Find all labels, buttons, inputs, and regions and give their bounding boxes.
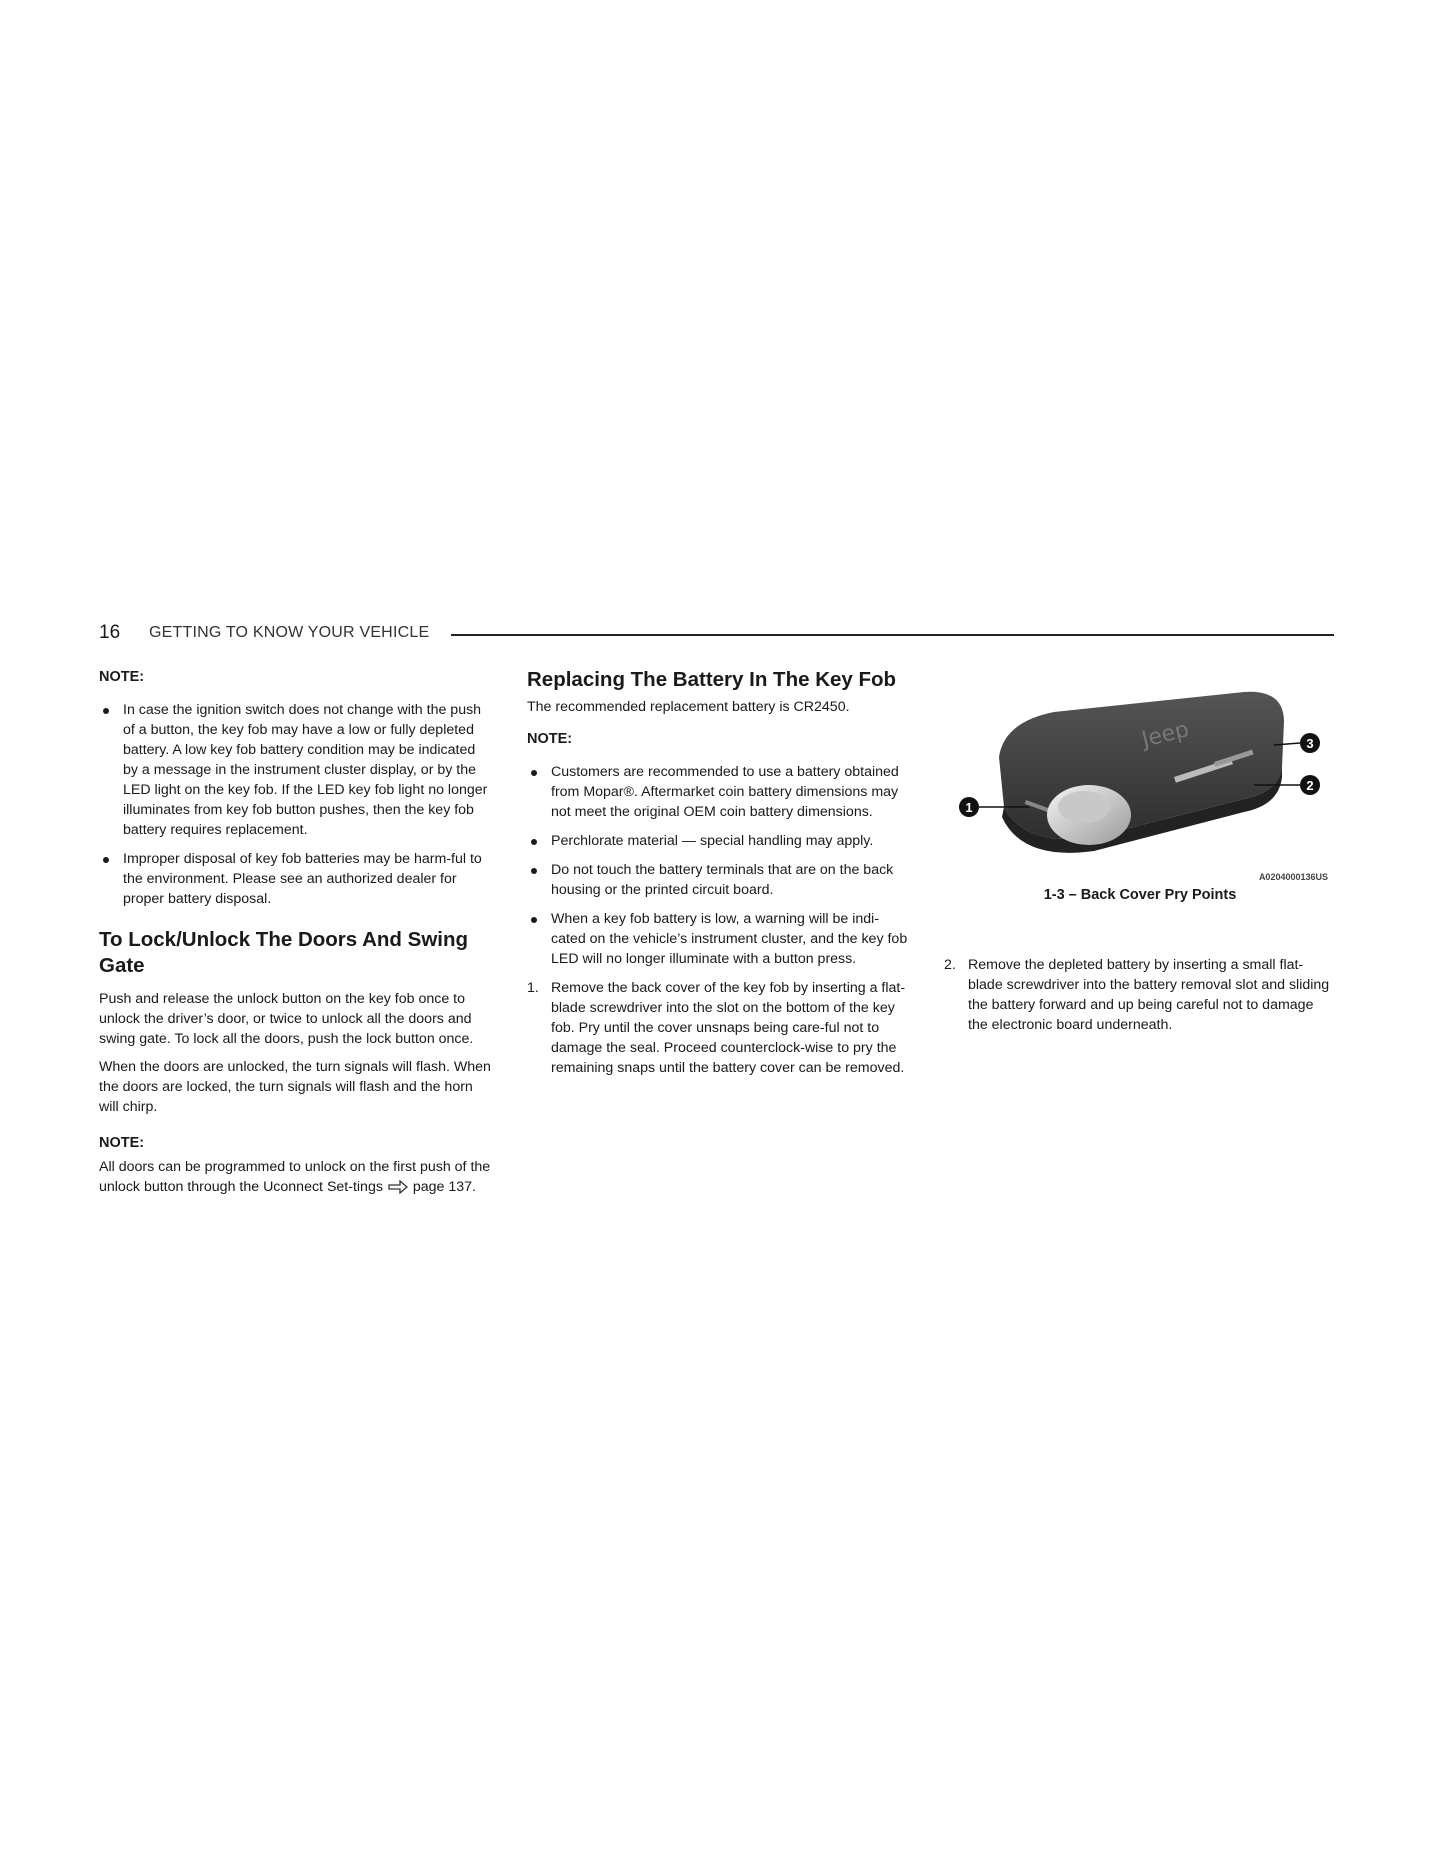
- bullet-icon: [531, 917, 537, 923]
- fob-body: [999, 692, 1284, 839]
- turn-signal-paragraph: When the doors are unlocked, the turn signals will flash. When the doors are locked, the turn signals will flash and the horn will chirp.: [99, 1059, 491, 1115]
- list-item: Improper disposal of key fob batteries may be harm-ful to the environment. Please see an authorized dealer for proper battery disposal.: [99, 849, 491, 909]
- bullet-icon: [531, 839, 537, 845]
- steps-list: [527, 978, 912, 1078]
- battery-intro: The recommended replacement battery is CR2450.: [527, 699, 850, 715]
- page-reference-link[interactable]: page 137.: [412, 1179, 476, 1195]
- battery-heading: Replacing The Battery In The Key Fob: [527, 668, 897, 691]
- page-number: 16: [99, 622, 121, 643]
- list-item: When a key fob battery is low, a warning will be indi-cated on the vehicle’s instrument cluster, and the key fob LED will no longer illuminate with a button press.: [527, 909, 912, 969]
- svg-text:3: 3: [1306, 736, 1314, 751]
- header-rule: [451, 634, 1334, 636]
- key-fob-illustration: [944, 667, 1336, 879]
- arrow-right-icon: [387, 1180, 409, 1194]
- key-fob-figure: [944, 667, 1336, 882]
- svg-text:1: 1: [965, 800, 973, 815]
- svg-text:2: 2: [1306, 778, 1314, 793]
- column-middle: [527, 667, 912, 1078]
- list-item: Customers are recommended to use a battery obtained from Mopar®. Aftermarket coin battery dimensions may not meet the original OEM coin battery dimensions.: [527, 762, 912, 822]
- lock-unlock-heading: To Lock/Unlock The Doors And Swing Gate: [99, 928, 469, 977]
- step-1: 1. Remove the back cover of the key fob by inserting a flat-blade screwdriver into the slot on the bottom of the key fob. Pry until the cover unsnaps being care-ful not to damage the seal. Proceed counterclock-wise to pry the remaining snaps until the battery cover can be removed.: [527, 980, 906, 1076]
- note-bullet-list: [99, 700, 491, 909]
- note-label: NOTE:: [99, 669, 145, 685]
- column-right: [944, 667, 1336, 1035]
- uconnect-note: All doors can be programmed to unlock on the first push of the unlock button through the Uconnect Set-tings page 137.: [99, 1159, 491, 1195]
- battery-bullet-list: [527, 762, 912, 969]
- bullet-icon: [103, 708, 109, 714]
- fob-logo: Jeep: [1139, 717, 1192, 753]
- figure-caption: 1-3 – Back Cover Pry Points: [1043, 887, 1237, 903]
- section-title: GETTING TO KNOW YOUR VEHICLE: [149, 624, 430, 641]
- note-label: NOTE:: [527, 731, 573, 747]
- bullet-icon: [531, 770, 537, 776]
- list-item: Perchlorate material — special handling may apply.: [527, 831, 912, 851]
- key-ring-inner: [1058, 791, 1110, 823]
- lock-unlock-paragraph: Push and release the unlock button on the key fob once to unlock the driver’s door, or twice to unlock all the doors and swing gate. To lock all the doors, push the lock button once.: [99, 991, 474, 1047]
- bullet-icon: [531, 868, 537, 874]
- step-2: 2. Remove the depleted battery by inserting a small flat-blade screwdriver into the battery removal slot and sliding the battery forward and up being careful not to damage the electronic board underneath.: [944, 957, 1330, 1033]
- figure-code: A0204000136US: [1258, 872, 1328, 882]
- steps-list: [944, 955, 1336, 1035]
- column-left: [99, 667, 491, 1205]
- list-item: Do not touch the battery terminals that are on the back housing or the printed circuit board.: [527, 860, 912, 900]
- note-label: NOTE:: [99, 1135, 145, 1151]
- bullet-icon: [103, 857, 109, 863]
- list-item: In case the ignition switch does not change with the push of a button, the key fob may have a low or fully depleted battery. A low key fob battery condition may be indicated by a message in the instrument cluster display, or by the LED light on the key fob. If the LED key fob light no longer illuminates from key fob button pushes, then the key fob battery requires replacement.: [99, 700, 491, 840]
- page-header: [99, 622, 1334, 652]
